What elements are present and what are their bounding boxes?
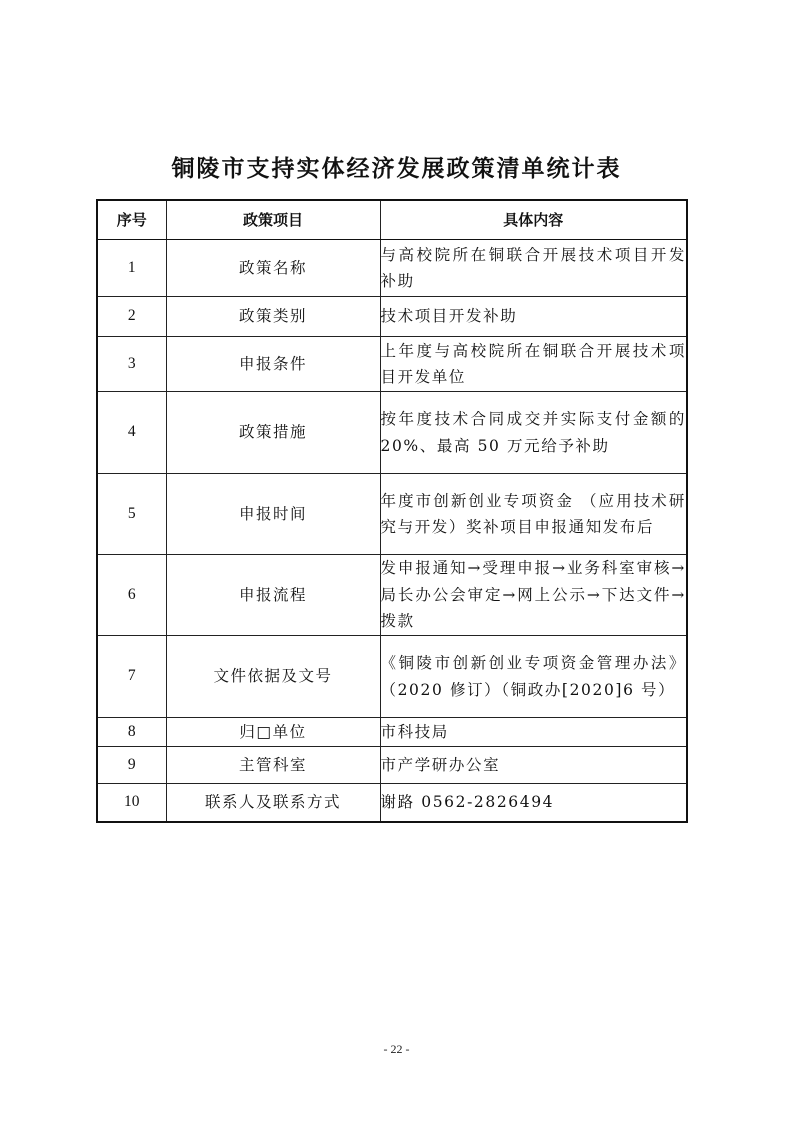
header-content: 具体内容	[380, 200, 687, 240]
table-header-row	[97, 200, 687, 240]
table-row	[97, 240, 687, 297]
row-content: 发申报通知→受理申报→业务科室审核→局长办公会审定→网上公示→下达文件→拨款	[380, 555, 687, 636]
page-number: - 22 -	[383, 1042, 410, 1056]
row-content: 按年度技术合同成交并实际支付金额的 20%、最高 50 万元给予补助	[380, 392, 687, 474]
row-content: 市产学研办公室	[380, 747, 687, 784]
row-number: 6	[97, 555, 166, 636]
row-number: 5	[97, 474, 166, 555]
row-number: 2	[97, 297, 166, 337]
row-number: 1	[97, 240, 166, 297]
row-item: 政策措施	[166, 392, 380, 474]
row-content: 市科技局	[380, 718, 687, 747]
row-item: 申报流程	[166, 555, 380, 636]
row-item: 联系人及联系方式	[166, 784, 380, 822]
table-row	[97, 297, 687, 337]
table-row	[97, 636, 687, 718]
row-number: 8	[97, 718, 166, 747]
table-row	[97, 555, 687, 636]
row-content: 上年度与高校院所在铜联合开展技术项目开发单位	[380, 337, 687, 392]
row-number: 9	[97, 747, 166, 784]
table-row	[97, 718, 687, 747]
row-content: 与高校院所在铜联合开展技术项目开发补助	[380, 240, 687, 297]
row-number: 10	[97, 784, 166, 822]
table-row	[97, 392, 687, 474]
row-content: 技术项目开发补助	[380, 297, 687, 337]
table-row	[97, 337, 687, 392]
table-row	[97, 784, 687, 822]
row-number: 3	[97, 337, 166, 392]
policy-table	[96, 199, 688, 823]
row-number: 4	[97, 392, 166, 474]
header-policy-item: 政策项目	[166, 200, 380, 240]
row-item: 文件依据及文号	[166, 636, 380, 718]
row-content: 谢路 0562-2826494	[380, 784, 687, 822]
table-row	[97, 747, 687, 784]
header-serial-number: 序号	[97, 200, 166, 240]
row-item: 政策名称	[166, 240, 380, 297]
row-item: 申报条件	[166, 337, 380, 392]
row-content: 年度市创新创业专项资金 （应用技术研究与开发）奖补项目申报通知发布后	[380, 474, 687, 555]
row-content: 《铜陵市创新创业专项资金管理办法》（2020 修订）（铜政办[2020]6 号）	[380, 636, 687, 718]
row-item: 申报时间	[166, 474, 380, 555]
row-item: 政策类别	[166, 297, 380, 337]
row-number: 7	[97, 636, 166, 718]
page-title: 铜陵市支持实体经济发展政策清单统计表	[171, 156, 622, 182]
row-item: 归□单位	[166, 718, 380, 747]
table-row	[97, 474, 687, 555]
row-item: 主管科室	[166, 747, 380, 784]
